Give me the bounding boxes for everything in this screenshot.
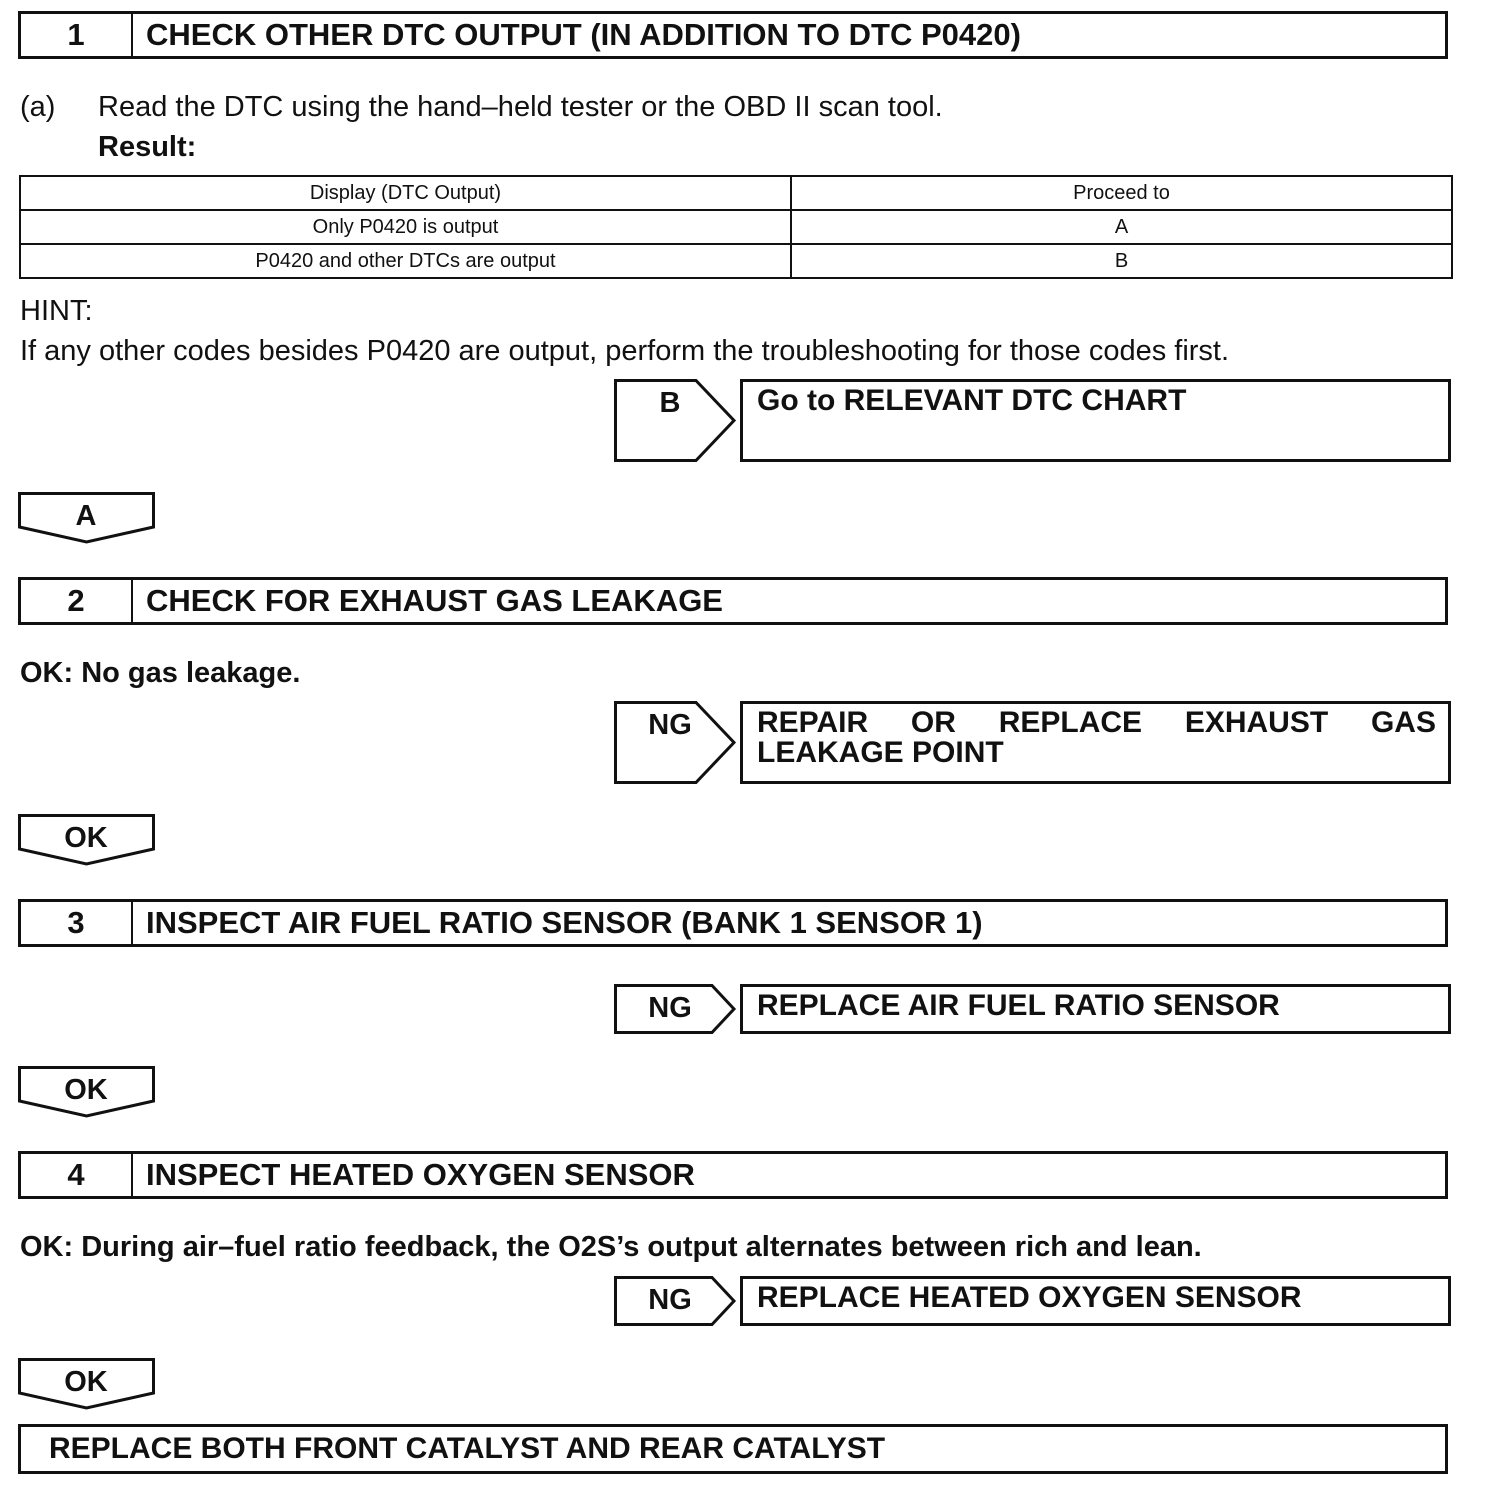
final-action-text: REPLACE BOTH FRONT CATALYST AND REAR CATALYST	[49, 1432, 886, 1465]
table-cell: Only P0420 is output	[20, 210, 791, 244]
proceed-a-tag	[18, 492, 156, 544]
step-3-header	[18, 899, 1448, 947]
tag-label: OK	[64, 822, 108, 854]
instruction-text: Read the DTC using the hand–held tester or the OBD II scan tool.	[98, 91, 943, 123]
tag-label: OK	[64, 1074, 108, 1106]
table-header-row	[20, 176, 1452, 210]
hint-label: HINT:	[20, 295, 93, 327]
proceed-ok-tag	[18, 1066, 156, 1118]
table-row	[20, 210, 1452, 244]
action-word: REPAIR	[757, 706, 869, 739]
table-cell: A	[791, 210, 1452, 244]
step-title: INSPECT AIR FUEL RATIO SENSOR (BANK 1 SENSOR 1)	[146, 905, 983, 940]
final-action-box	[18, 1424, 1448, 1474]
proceed-ok-tag	[18, 1358, 156, 1410]
item-marker: (a)	[20, 91, 56, 123]
table-row	[20, 244, 1452, 278]
action-text-line-2: LEAKAGE POINT	[757, 736, 1004, 769]
step-number: 3	[21, 902, 133, 944]
hint-text: If any other codes besides P0420 are output, perform the troubleshooting for those codes first.	[20, 335, 1230, 367]
result-table	[19, 175, 1453, 279]
table-header-cell: Proceed to	[791, 176, 1452, 210]
table-header-cell: Display (DTC Output)	[20, 176, 791, 210]
action-box-repair-exhaust	[740, 701, 1451, 784]
action-word: EXHAUST	[1184, 706, 1329, 739]
step-title: CHECK FOR EXHAUST GAS LEAKAGE	[146, 583, 723, 618]
tag-label: OK	[64, 1366, 108, 1398]
tag-label: NG	[648, 709, 692, 741]
action-box-replace-ho2-sensor	[740, 1276, 1451, 1326]
tag-label: A	[75, 500, 97, 532]
proceed-ok-tag	[18, 814, 156, 866]
tag-label: NG	[648, 992, 692, 1024]
action-text: REPLACE HEATED OXYGEN SENSOR	[757, 1281, 1302, 1314]
action-text: Go to RELEVANT DTC CHART	[757, 384, 1187, 417]
branch-b-tag	[614, 379, 738, 463]
step-number: 1	[21, 14, 133, 56]
table-cell: P0420 and other DTCs are output	[20, 244, 791, 278]
action-text-line-1	[757, 708, 1436, 738]
step-2-header	[18, 577, 1448, 625]
table-cell: B	[791, 244, 1452, 278]
action-box-replace-af-sensor	[740, 984, 1451, 1034]
tag-label: B	[659, 387, 681, 419]
step-title: CHECK OTHER DTC OUTPUT (IN ADDITION TO DTC P0420)	[146, 17, 1021, 52]
step-4-header	[18, 1151, 1448, 1199]
tag-label: NG	[648, 1284, 692, 1316]
branch-ng-tag	[614, 1276, 738, 1326]
step-title: INSPECT HEATED OXYGEN SENSOR	[146, 1157, 695, 1192]
ok-criteria: OK: During air–fuel ratio feedback, the O2S’s output alternates between rich and lean.	[20, 1231, 1202, 1263]
branch-ng-tag	[614, 701, 738, 785]
action-box-relevant-dtc-chart	[740, 379, 1451, 462]
result-label: Result:	[98, 131, 197, 163]
action-word: OR	[910, 706, 956, 739]
step-1-header	[18, 11, 1448, 59]
action-word: REPLACE	[998, 706, 1143, 739]
action-word: GAS	[1370, 706, 1436, 739]
action-text: REPLACE AIR FUEL RATIO SENSOR	[757, 989, 1280, 1022]
step-number: 4	[21, 1154, 133, 1196]
ok-criteria: OK: No gas leakage.	[20, 657, 301, 689]
branch-ng-tag	[614, 984, 738, 1034]
step-number: 2	[21, 580, 133, 622]
